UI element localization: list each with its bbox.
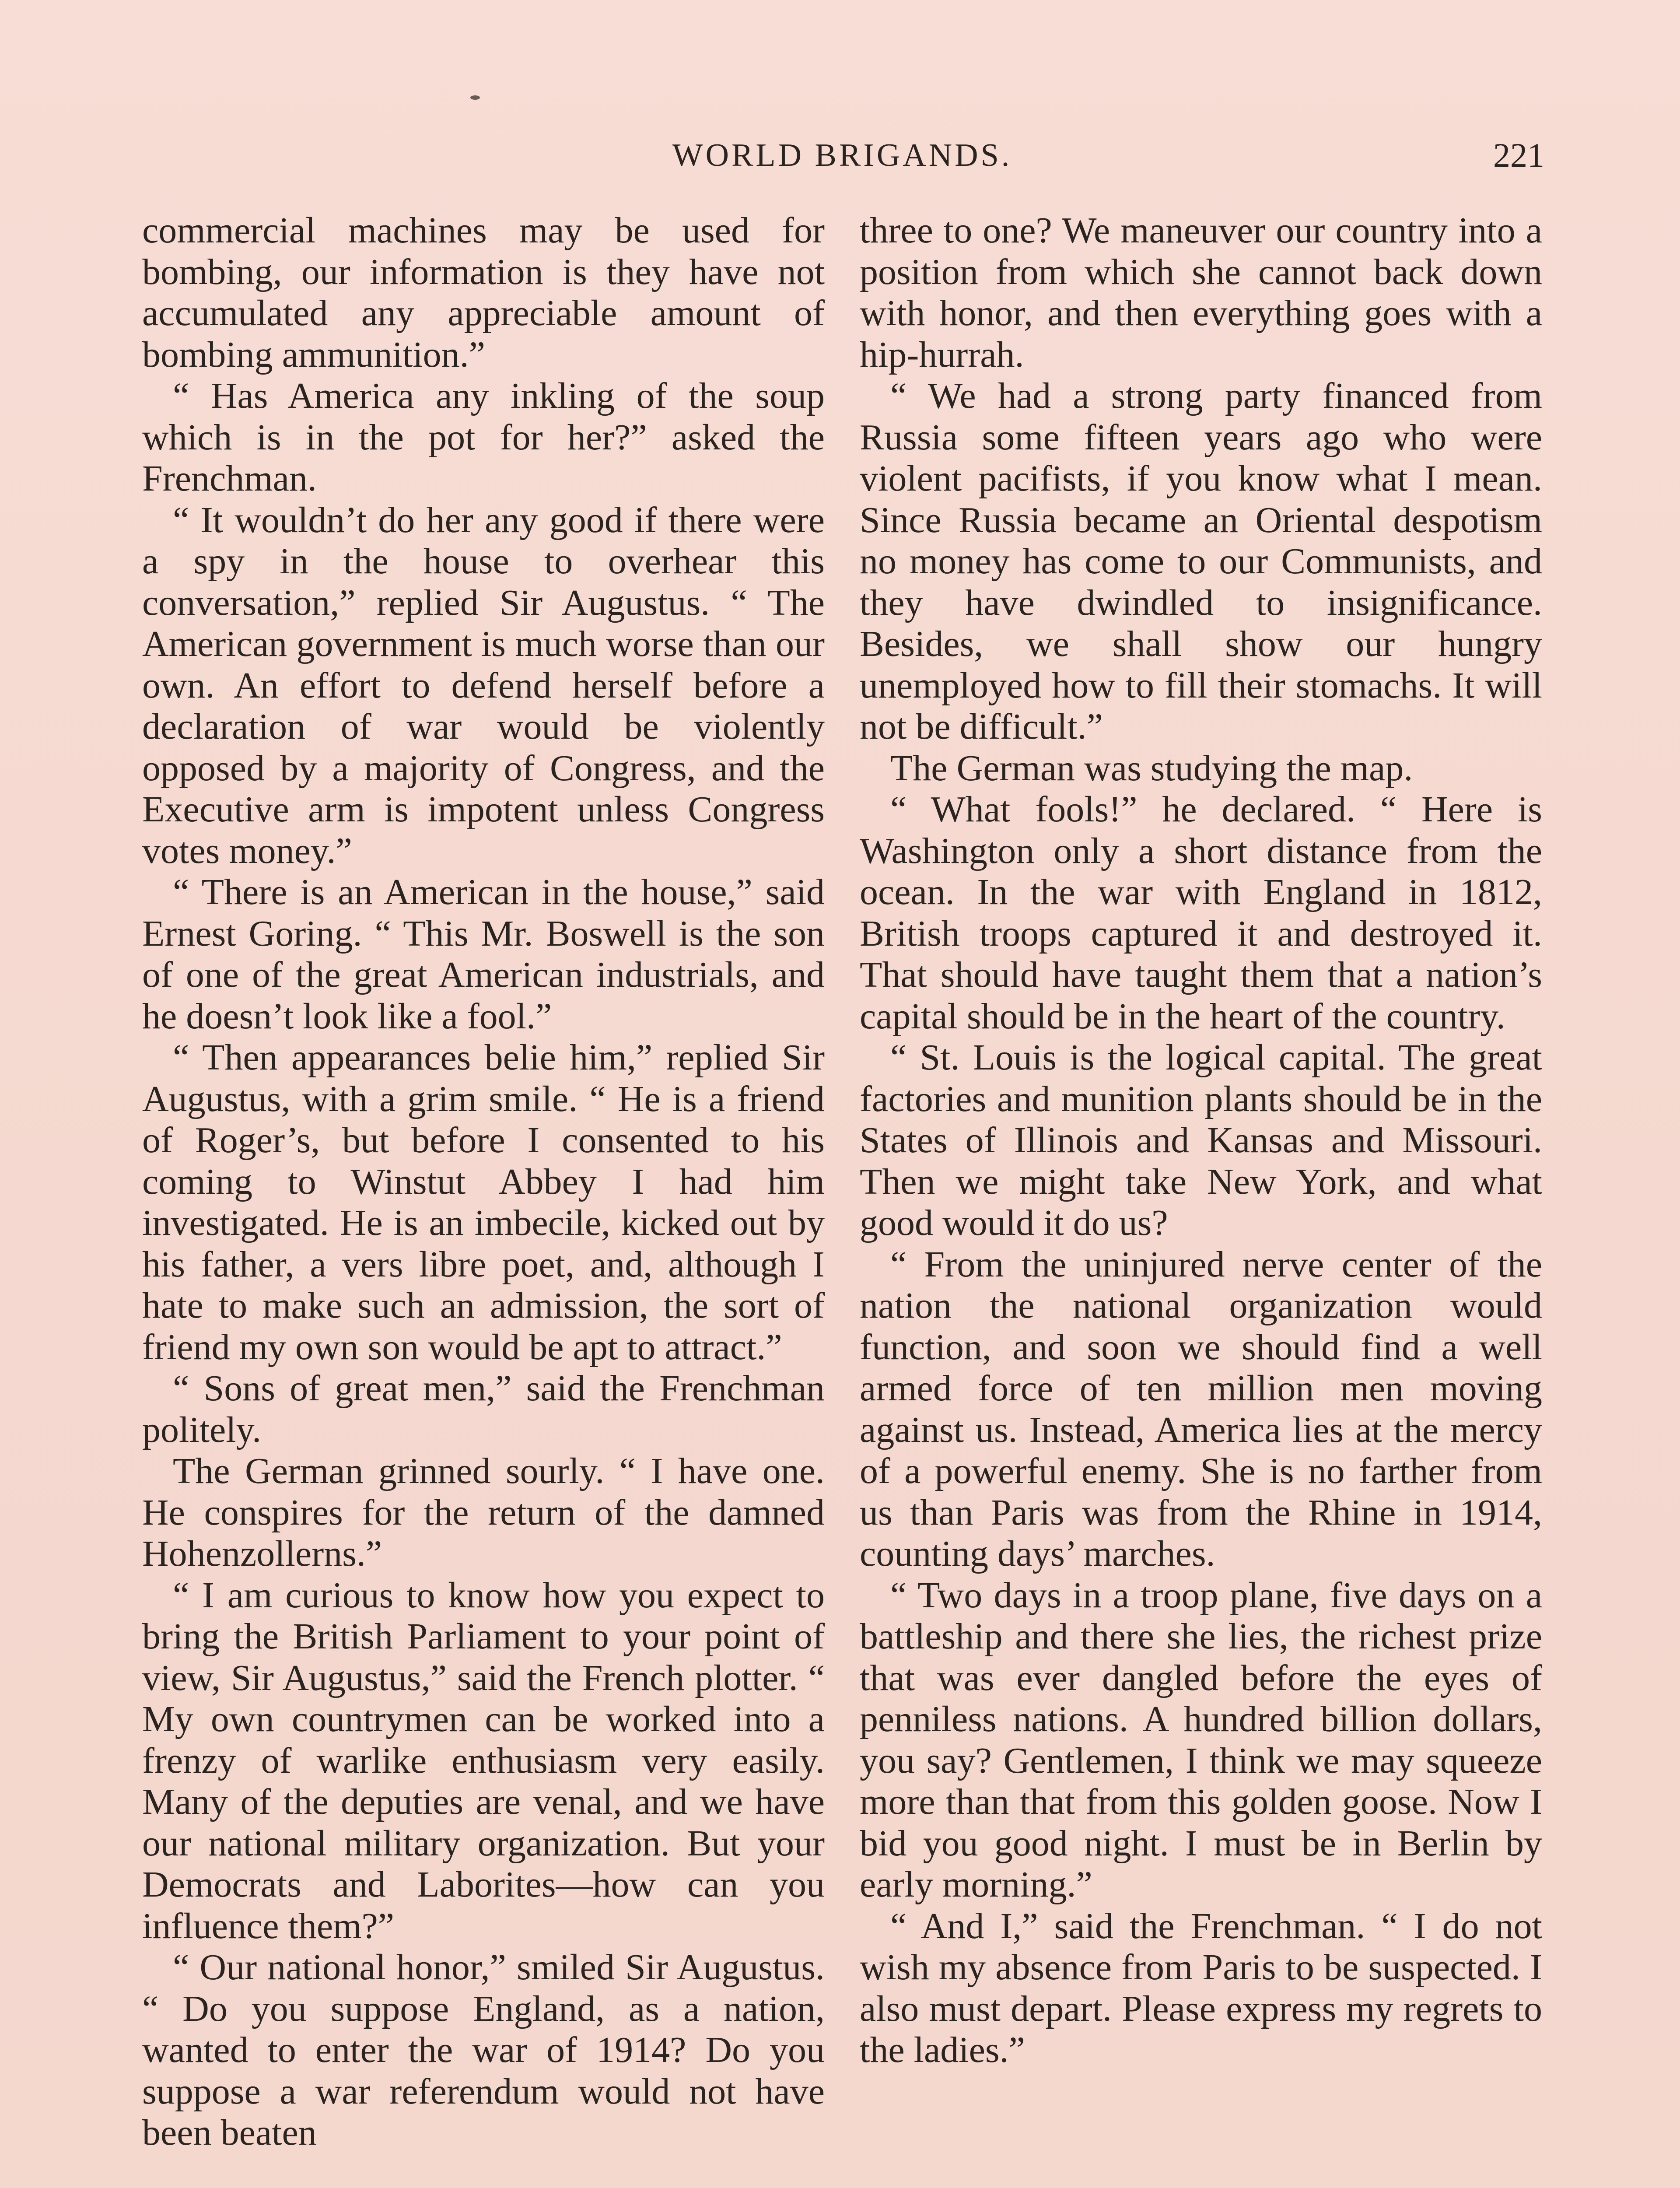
paragraph: The German was studying the map. (890, 747, 1413, 789)
paragraph: “ From the uninjured nerve center of the nation the national organization would function, and soon we should find a well armed force of ten million men moving against us. Instead, America lies at the mercy of a powerful enemy. She is no farther from us than Paris was from the Rhine in 1914, counting days’ marches. (860, 1244, 1542, 1574)
paragraph: “ We had a strong party financed from Russia some fifteen years ago who were violent pacifists, if you know what I mean. Since Russia became an Oriental despotism no money has come to our Communists, and they have dwindled to insignificance. Besides, we shall show our hungry unemployed how to fill their stomachs. It will not be difficult.” (860, 375, 1542, 747)
page-header (140, 131, 1544, 179)
paragraph: “ There is an American in the house,” said Ernest Goring. “ This Mr. Boswell is the son of one of the great American industrials, and he doesn’t look like a fool.” (142, 872, 825, 1037)
paragraph: three to one? We maneuver our country into a position from which she cannot back down with honor, and then everything goes with a hip-hurrah. (860, 210, 1542, 375)
paragraph: “ Two days in a troop plane, five days on a battleship and there she lies, the richest prize that was ever dangled before the eyes of penniless nations. A hundred billion dollars, you say? Gentlemen, I think we may squeeze more than that from this golden goose. Now I bid you good night. I must be in Berlin by early morning.” (860, 1574, 1542, 1905)
running-head: WORLD BRIGANDS. (672, 137, 1012, 173)
paragraph: “ St. Louis is the logical capital. The great factories and munition plants should be in the States of Illinois and Kansas and Missouri. Then we might take New York, and what good would it do us? (860, 1037, 1542, 1243)
ink-speck (470, 95, 480, 100)
left-column (142, 210, 825, 2154)
page-number: 221 (1493, 136, 1544, 174)
paragraph: “ And I,” said the Frenchman. “ I do not wish my absence from Paris to be suspected. I also must depart. Please express my regrets to the ladies.” (860, 1905, 1542, 2070)
paragraph: “ Sons of great men,” said the Frenchman politely. (142, 1368, 825, 1450)
paragraph: “ It wouldn’t do her any good if there were a spy in the house to overhear this conversation,” replied Sir Augustus. “ The American government is much worse than our own. An effort to defend herself before a declaration of war would be violently opposed by a majority of Congress, and the Executive arm is impotent unless Congress votes money.” (142, 499, 825, 871)
paragraph: “ Then appearances belie him,” replied Sir Augustus, with a grim smile. “ He is a friend of Roger’s, but before I consented to his coming to Winstut Abbey I had him investigated. He is an imbecile, kicked out by his father, a vers libre poet, and, although I hate to make such an admission, the sort of friend my own son would be apt to attract.” (142, 1037, 825, 1368)
right-column (860, 210, 1542, 2071)
paragraph: “ Has America any inkling of the soup which is in the pot for her?” asked the Frenchman. (142, 375, 825, 499)
paragraph: “ Our national honor,” smiled Sir Augustus. “ Do you suppose England, as a nation, wanted to enter the war of 1914? Do you suppose a war referendum would not have been beaten (142, 1947, 825, 2153)
paragraph: commercial machines may be used for bombing, our information is they have not accumulated any appreciable amount of bombing ammunition.” (142, 210, 825, 375)
paragraph: “ What fools!” he declared. “ Here is Washington only a short distance from the ocean. In the war with England in 1812, British troops captured it and destroyed it. That should have taught them that a nation’s capital should be in the heart of the country. (860, 789, 1542, 1037)
paragraph: The German grinned sourly. “ I have one. He conspires for the return of the damned Hohenzollerns.” (142, 1451, 825, 1574)
paragraph: “ I am curious to know how you expect to bring the British Parliament to your point of view, Sir Augustus,” said the French plotter. “ My own countrymen can be worked into a frenzy of warlike enthusiasm very easily. Many of the deputies are venal, and we have our national military organization. But your Democrats and Laborites—how can you influence them?” (142, 1574, 825, 1946)
